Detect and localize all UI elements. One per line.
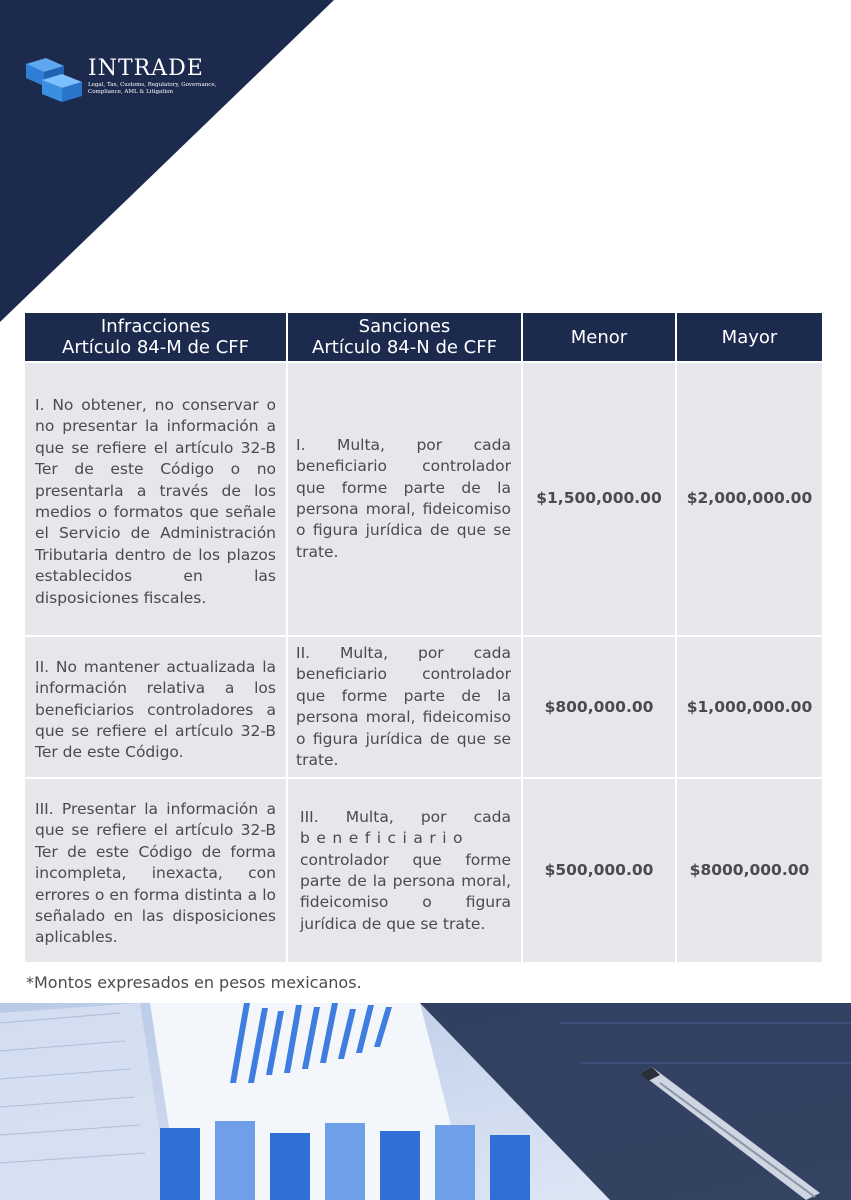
sancion-cell: I. Multa, por cada beneficiario controlador que forme parte de la persona moral, fideicomiso o figura jurídica de que se trate.: [287, 362, 522, 636]
amount-mayor: $2,000,000.00: [676, 362, 822, 636]
header-sanciones: [287, 313, 522, 362]
infraccion-cell: III. Presentar la información a que se refiere el artículo 32-B Ter de este Código de forma incompleta, inexacta, con errores o en forma distinta a lo señalado en las disposiciones aplicables.: [25, 778, 287, 963]
amount-mayor: $1,000,000.00: [676, 636, 822, 778]
sancion-text-spaced: beneficiario: [300, 829, 469, 848]
table-header-row: [25, 313, 822, 362]
infraccion-cell: I. No obtener, no conservar o no presentar la información a que se refiere el artículo 32-B Ter de este Código o no presentarla a través de los medios o formatos que señale el Servicio de Administración Tributaria dentro de los plazos establecidos en las disposiciones fiscales.: [25, 362, 287, 636]
infraccion-cell: II. No mantener actualizada la información relativa a los beneficiarios controladores a que se refiere el artículo 32-B Ter de este Código.: [25, 636, 287, 778]
amount-menor: $1,500,000.00: [522, 362, 676, 636]
table-row: [25, 362, 822, 636]
footnote: *Montos expresados en pesos mexicanos.: [26, 973, 362, 992]
stacked-cubes-icon: [24, 54, 86, 104]
amount-menor: $800,000.00: [522, 636, 676, 778]
header-line: Infracciones: [100, 316, 211, 337]
header-infracciones: [25, 313, 287, 362]
sancion-cell: II. Multa, por cada beneficiario controlador que forme parte de la persona moral, fideicomiso o figura jurídica de que se trate.: [287, 636, 522, 778]
header-menor: Menor: [522, 313, 676, 362]
brand-name: INTRADE: [88, 56, 204, 81]
header-line: Artículo 84-N de CFF: [312, 337, 497, 358]
header-diagonal-band: [0, 0, 851, 330]
intrade-logo: [24, 52, 224, 107]
brand-tagline: Legal, Tax, Customs, Regulatory, Governance, Compliance, AML & Litigation: [88, 82, 217, 95]
amount-mayor: $8000,000.00: [676, 778, 822, 963]
table-row: [25, 636, 822, 778]
amount-menor: $500,000.00: [522, 778, 676, 963]
header-line: Sanciones: [358, 316, 451, 337]
header-mayor: Mayor: [676, 313, 822, 362]
header-line: Artículo 84-M de CFF: [62, 337, 249, 358]
sancion-text: III. Multa, por cada: [300, 807, 511, 826]
sancion-text: controlador que forme parte de la persona moral, fideicomiso o figura jurídica de que se trate.: [300, 850, 511, 933]
financial-charts-image: [0, 1003, 851, 1200]
sanctions-table: [25, 313, 822, 964]
sancion-cell: [287, 778, 522, 963]
table-row: [25, 778, 822, 963]
